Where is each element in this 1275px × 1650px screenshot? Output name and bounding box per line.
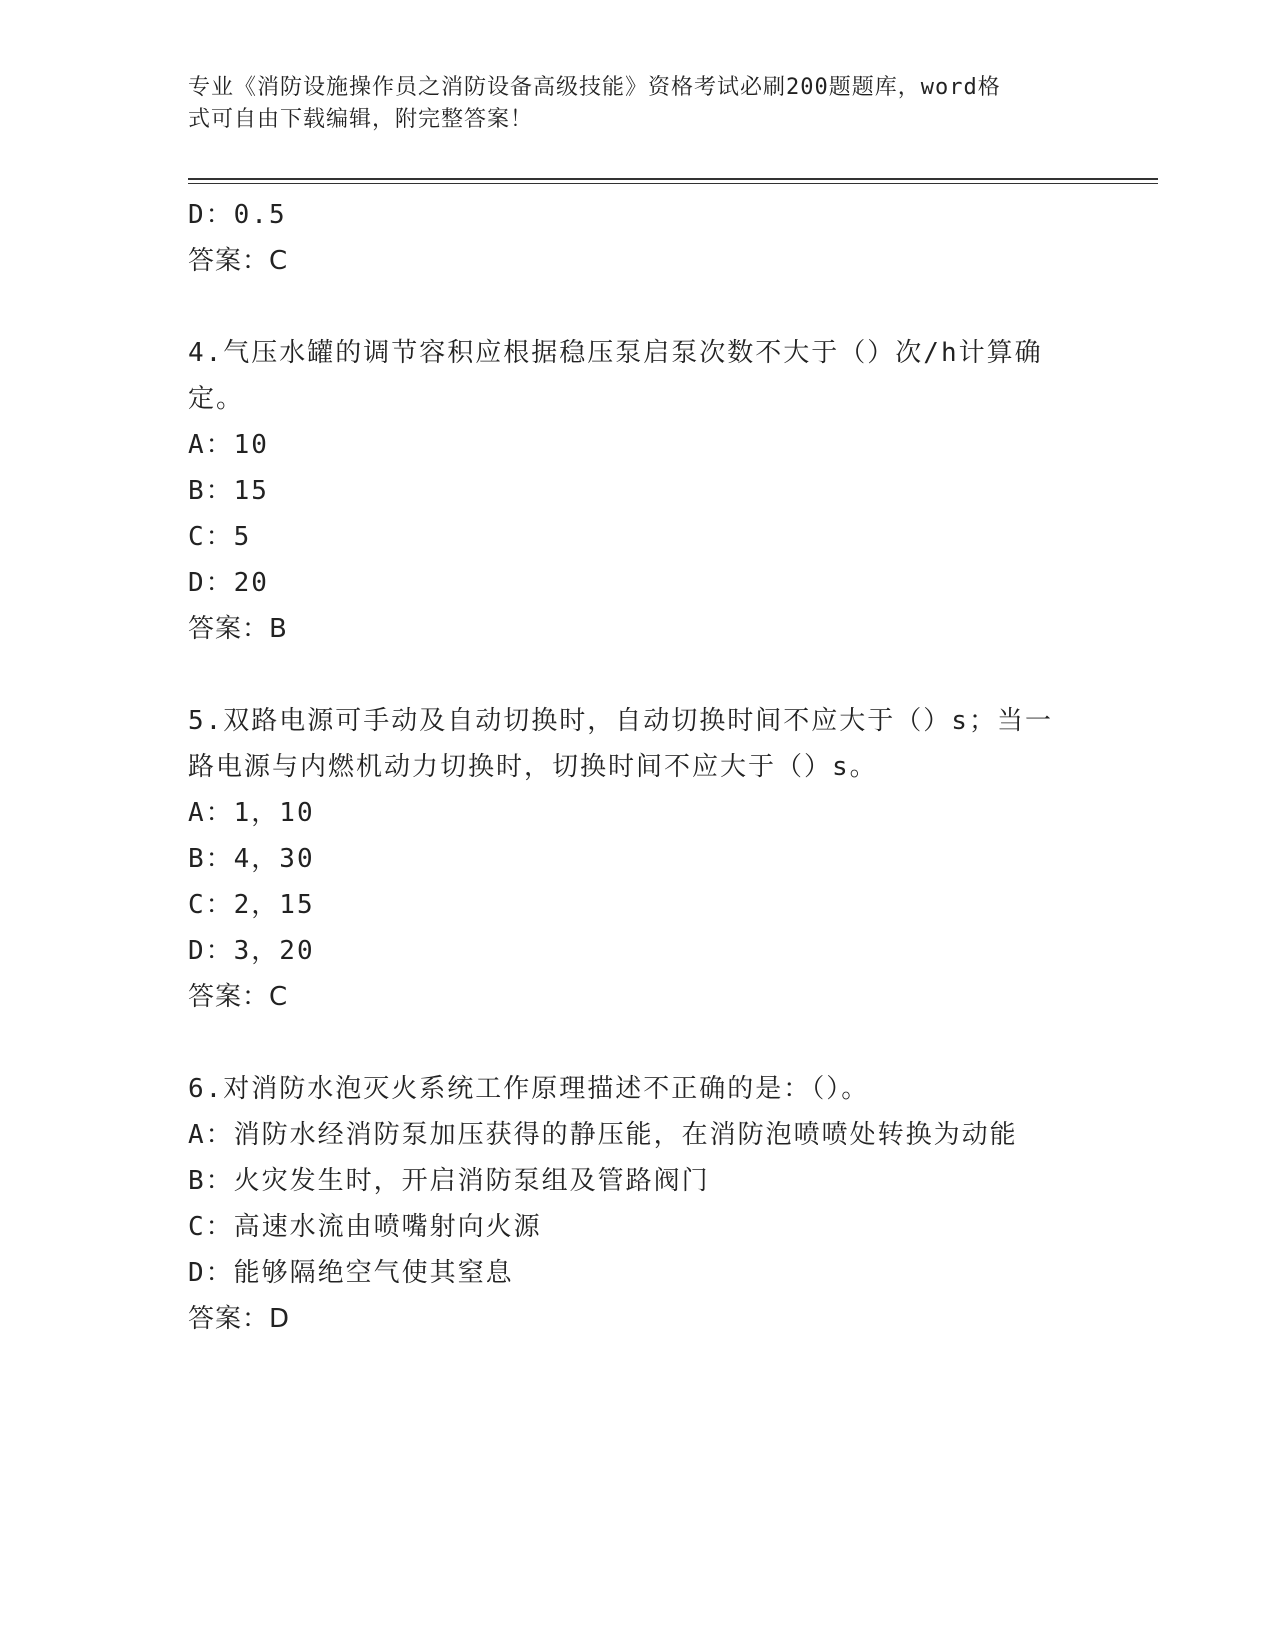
header-divider-thick	[188, 178, 1158, 180]
answer: 答案：C	[188, 246, 289, 276]
option-a: A：10	[188, 430, 269, 460]
question-text-line-2: 定。	[188, 384, 245, 414]
option-a: A：消防水经消防泵加压获得的静压能，在消防泡喷喷处转换为动能	[188, 1120, 1018, 1150]
question-4	[188, 330, 1088, 652]
question-text-line-2: 路电源与内燃机动力切换时，切换时间不应大于（）s。	[188, 752, 878, 782]
document-header	[188, 72, 1068, 136]
option-d: D：能够隔绝空气使其窒息	[188, 1258, 514, 1288]
option-d: D：20	[188, 568, 269, 598]
option-c: C：2，15	[188, 890, 315, 920]
header-line-2: 式可自由下载编辑，附完整答案！	[188, 107, 534, 132]
option-a: A：1，10	[188, 798, 315, 828]
option-b: B：15	[188, 476, 269, 506]
answer: 答案：B	[188, 614, 288, 644]
option-b: B：4，30	[188, 844, 315, 874]
option-d: D：3，20	[188, 936, 315, 966]
question-text-line-1: 4.气压水罐的调节容积应根据稳压泵启泵次数不大于（）次/h计算确	[188, 338, 1043, 368]
answer: 答案：D	[188, 1304, 291, 1334]
question-6	[188, 1066, 1088, 1342]
option-c: C：5	[188, 522, 252, 552]
header-line-1: 专业《消防设施操作员之消防设备高级技能》资格考试必刷200题题库，word格	[188, 75, 1001, 100]
question-5	[188, 698, 1088, 1020]
option-b: B：火灾发生时，开启消防泵组及管路阀门	[188, 1166, 710, 1196]
header-divider-thin	[188, 183, 1158, 184]
question-list	[188, 192, 1088, 1342]
question-text-line-1: 6.对消防水泡灭火系统工作原理描述不正确的是：（）。	[188, 1074, 870, 1104]
answer: 答案：C	[188, 982, 289, 1012]
question-text-line-1: 5.双路电源可手动及自动切换时，自动切换时间不应大于（）s；当一	[188, 706, 1053, 736]
option-d: D：0.5	[188, 200, 287, 230]
option-c: C：高速水流由喷嘴射向火源	[188, 1212, 542, 1242]
previous-question-tail	[188, 192, 1088, 284]
